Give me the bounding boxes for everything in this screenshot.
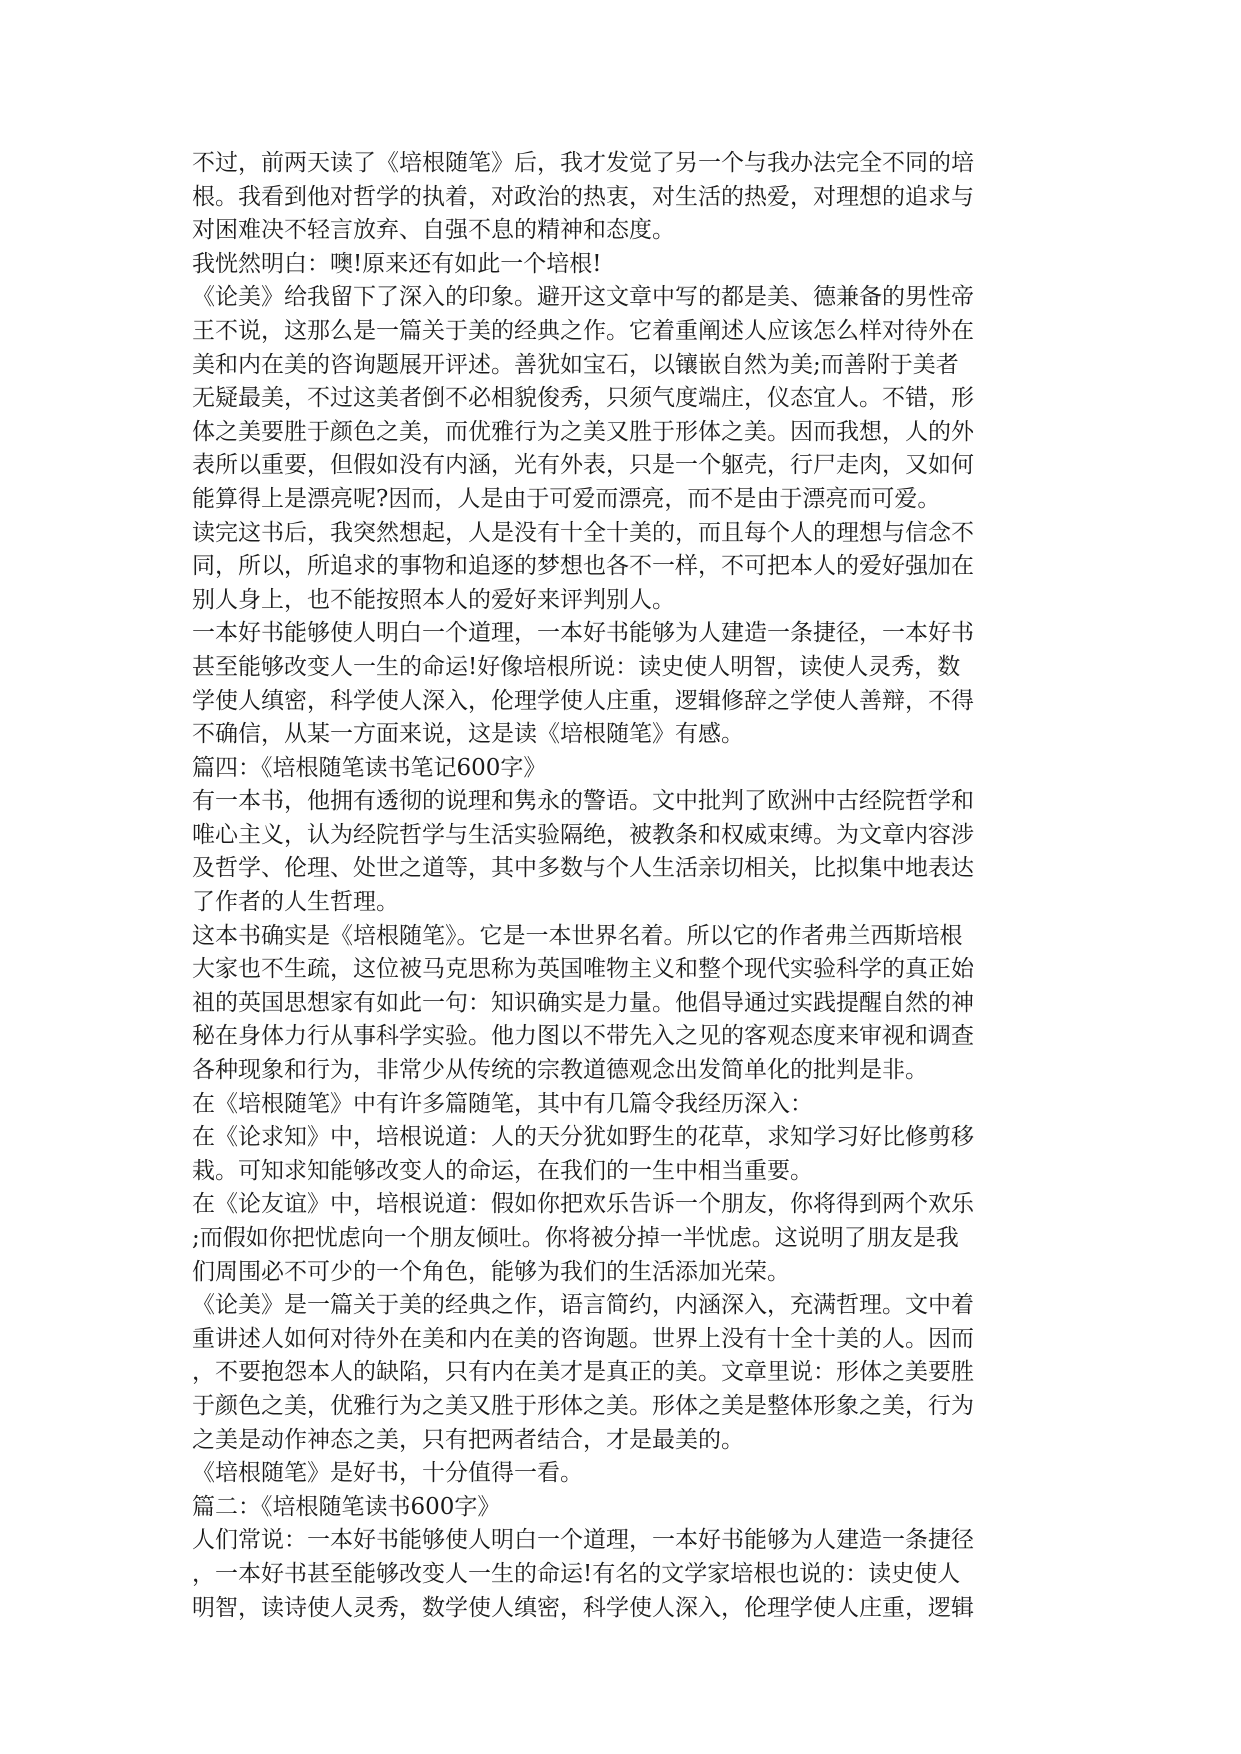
text-line: 于颜色之美，优雅行为之美又胜于形体之美。形体之美是整体形象之美，行为 [192,1392,974,1419]
text-line: 《论美》给我留下了深入的印象。避开这文章中写的都是美、德兼备的男性帝 [192,284,974,311]
text-line: 重讲述人如何对待外在美和内在美的咨询题。世界上没有十全十美的人。因而 [192,1325,974,1352]
text-line: 读完这书后，我突然想起，人是没有十全十美的，而且每个人的理想与信念不 [192,519,974,546]
text-line: 一本好书能够使人明白一个道理，一本好书能够为人建造一条捷径，一本好书 [192,620,974,647]
text-line: 美和内在美的咨询题展开评述。善犹如宝石，以镶嵌自然为美;而善附于美者 [192,351,959,378]
text-line: 秘在身体力行从事科学实验。他力图以不带先入之见的客观态度来审视和调查 [192,1023,974,1050]
text-line: 在《论友谊》中，培根说道：假如你把欢乐告诉一个朋友，你将得到两个欢乐 [192,1191,974,1218]
text-line: 别人身上，也不能按照本人的爱好来评判别人。 [192,586,675,613]
text-line: 根。我看到他对哲学的执着，对政治的热衷，对生活的热爱，对理想的追求与 [192,183,974,210]
text-line: ，不要抱怨本人的缺陷，只有内在美才是真正的美。文章里说：形体之美要胜 [192,1359,974,1386]
text-line: 《培根随笔》是好书，十分值得一看。 [192,1460,583,1487]
text-line: 对困难决不轻言放弃、自强不息的精神和态度。 [192,217,675,244]
text-line: 人们常说：一本好书能够使人明白一个道理，一本好书能够为人建造一条捷径 [192,1527,974,1554]
text-line: 无疑最美，不过这美者倒不必相貌俊秀，只须气度端庄，仪态宜人。不错，形 [192,385,974,412]
section-heading: 篇二：《培根随笔读书600字》 [192,1493,501,1520]
text-line: 了作者的人生哲理。 [192,889,399,916]
document-body [192,147,1042,1625]
text-line: 栽。可知求知能够改变人的命运，在我们的一生中相当重要。 [192,1157,813,1184]
text-line: 大家也不生疏，这位被马克思称为英国唯物主义和整个现代实验科学的真正始 [192,956,974,983]
text-line: 同，所以，所追求的事物和追逐的梦想也各不一样，不可把本人的爱好强加在 [192,553,974,580]
text-line: 明智，读诗使人灵秀，数学使人缜密，科学使人深入，伦理学使人庄重，逻辑 [192,1594,974,1621]
text-line: 《论美》是一篇关于美的经典之作，语言简约，内涵深入，充满哲理。文中着 [192,1292,974,1319]
section-heading: 篇四：《培根随笔读书笔记600字》 [192,754,547,781]
text-line: 不确信，从某一方面来说，这是读《培根随笔》有感。 [192,721,744,748]
text-line: 有一本书，他拥有透彻的说理和隽永的警语。文中批判了欧洲中古经院哲学和 [192,788,974,815]
text-line: ，一本好书甚至能够改变人一生的命运!有名的文学家培根也说的：读史使人 [192,1560,961,1587]
text-line: 之美是动作神态之美，只有把两者结合，才是最美的。 [192,1426,744,1453]
text-line: 唯心主义，认为经院哲学与生活实验隔绝，被教条和权威束缚。为文章内容涉 [192,821,974,848]
text-line: 能算得上是漂亮呢?因而，人是由于可爱而漂亮，而不是由于漂亮而可爱。 [192,485,941,512]
text-line: ;而假如你把忧虑向一个朋友倾吐。你将被分掉一半忧虑。这说明了朋友是我 [192,1225,959,1251]
text-line: 不过，前两天读了《培根随笔》后，我才发觉了另一个与我办法完全不同的培 [192,150,974,176]
text-line: 体之美要胜于颜色之美，而优雅行为之美又胜于形体之美。因而我想，人的外 [192,418,974,445]
text-line: 们周围必不可少的一个角色，能够为我们的生活添加光荣。 [192,1258,790,1285]
text-line: 我恍然明白：噢!原来还有如此一个培根! [192,250,602,277]
text-line: 王不说，这那么是一篇关于美的经典之作。它着重阐述人应该怎么样对待外在 [192,317,974,344]
text-line: 学使人缜密，科学使人深入，伦理学使人庄重，逻辑修辞之学使人善辩，不得 [192,687,974,714]
text-line: 表所以重要，但假如没有内涵，光有外表，只是一个躯壳，行尸走肉，又如何 [192,452,974,479]
text-line: 祖的英国思想家有如此一句：知识确实是力量。他倡导通过实践提醒自然的神 [192,989,974,1016]
text-line: 在《论求知》中，培根说道：人的天分犹如野生的花草，求知学习好比修剪移 [192,1124,974,1151]
text-line: 在《培根随笔》中有许多篇随笔，其中有几篇令我经历深入： [192,1090,813,1117]
text-line: 及哲学、伦理、处世之道等，其中多数与个人生活亲切相关，比拟集中地表达 [192,855,974,882]
text-line: 甚至能够改变人一生的命运!好像培根所说：读史使人明智，读使人灵秀，数 [192,653,961,680]
text-line: 各种现象和行为，非常少从传统的宗教道德观念出发简单化的批判是非。 [192,1057,928,1084]
text-line: 这本书确实是《培根随笔》。它是一本世界名着。所以它的作者弗兰西斯培根 [192,922,963,949]
